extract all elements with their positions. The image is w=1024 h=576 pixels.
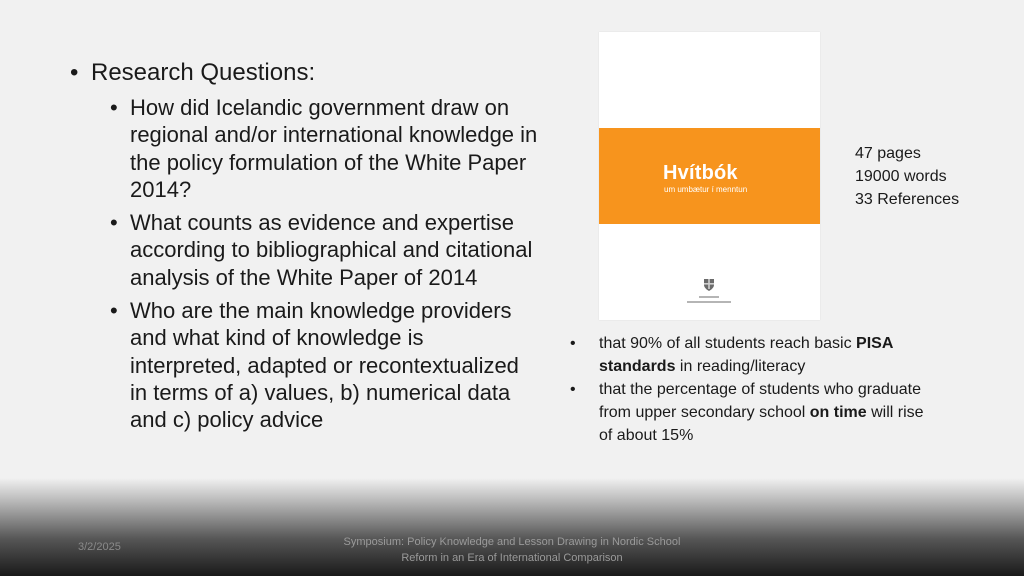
- stat-pages: 47 pages: [855, 145, 921, 162]
- cover-subtitle: um umbætur í menntun: [664, 185, 748, 194]
- questions-list: [110, 94, 540, 434]
- cover-title: Hvítbók: [663, 162, 738, 184]
- white-paper-cover-image: [599, 32, 820, 320]
- research-questions-heading: • Research Questions:: [70, 58, 540, 88]
- coat-of-arms-icon: [703, 278, 715, 292]
- cover-ministry-line: [687, 301, 731, 303]
- question-item: • Who are the main knowledge providers and what kind of knowledge is interpreted, adapted or recontextualized in terms of a) values, b) numerical data and c) policy advice: [110, 297, 540, 433]
- policy-goals-list: [570, 332, 940, 447]
- research-questions-block: [70, 58, 540, 440]
- cover-ministry-line: [699, 296, 719, 298]
- goal-text: that 90% of all students reach basic: [599, 335, 857, 352]
- stat-words: 19000 words: [855, 168, 947, 185]
- goal-emphasis: PISA standards: [599, 335, 893, 375]
- footer-title: Symposium: Policy Knowledge and Lesson Drawing in Nordic School Reform in an Era of International Comparison: [343, 536, 681, 564]
- goal-item: [570, 378, 940, 447]
- cover-orange-band: [599, 128, 820, 224]
- goal-text: in reading/literacy: [675, 358, 806, 375]
- goal-text: will rise of about 15%: [599, 404, 924, 444]
- footer-date: 3/2/2025: [78, 541, 121, 553]
- question-item: • How did Icelandic government draw on regional and/or international knowledge in the policy formulation of the White Paper 2014?: [110, 94, 540, 203]
- goal-item: [570, 332, 940, 378]
- stat-references: 33 References: [855, 191, 960, 208]
- document-stats: [855, 142, 959, 211]
- goal-text: that the percentage of students who graduate from upper secondary school: [599, 381, 922, 421]
- question-item: • What counts as evidence and expertise according to bibliographical and citational analysis of the White Paper of 2014: [110, 209, 540, 291]
- goal-emphasis: on time: [809, 404, 867, 421]
